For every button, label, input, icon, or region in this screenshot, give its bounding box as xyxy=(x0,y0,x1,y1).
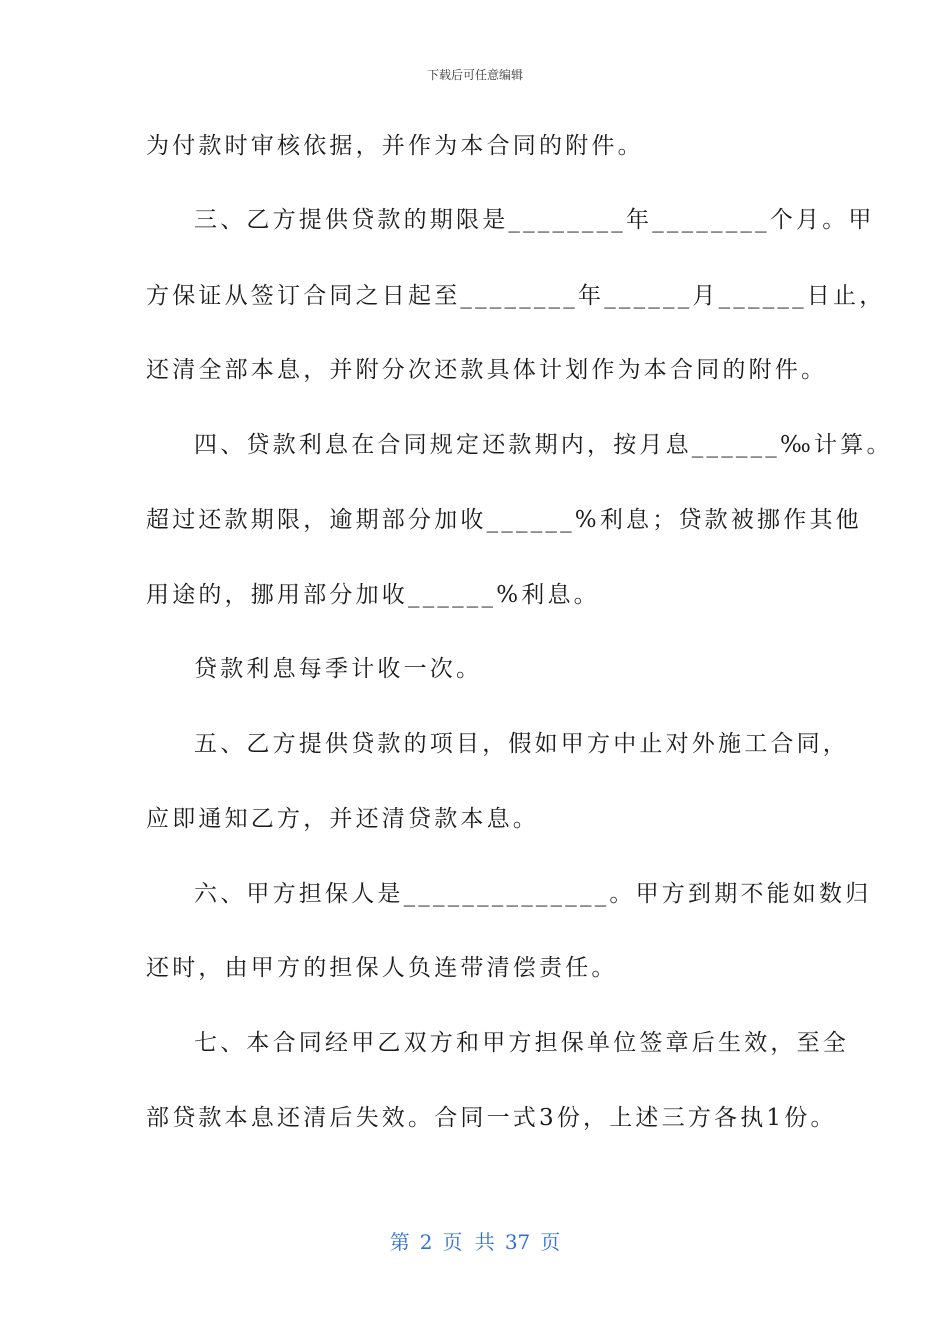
paragraph-line: 用途的，挪用部分加收______%利息。 xyxy=(146,582,600,608)
page-footer xyxy=(0,1226,950,1255)
paragraph-line: 应即通知乙方，并还清贷款本息。 xyxy=(146,806,539,832)
paragraph-line: 还时，由甲方的担保人负连带清偿责任。 xyxy=(146,955,618,981)
paragraph-line: 还清全部本息，并附分次还款具体计划作为本合同的附件。 xyxy=(146,357,828,383)
footer-total-pages: 37 xyxy=(504,1230,531,1254)
paragraph-line: 四、贷款利息在合同规定还款期内，按月息______‰计算。 xyxy=(194,432,893,458)
header-note: 下载后可任意编辑 xyxy=(426,68,523,82)
paragraph-line: 部贷款本息还清后失效。合同一式3份，上述三方各执1份。 xyxy=(146,1105,837,1131)
paragraph-line: 六、甲方担保人是______________。甲方到期不能如数归 xyxy=(194,881,872,907)
footer-page-number: 2 xyxy=(419,1230,433,1254)
paragraph-line: 为付款时审核依据，并作为本合同的附件。 xyxy=(146,133,644,159)
footer-prefix: 第 xyxy=(389,1230,410,1254)
paragraph-line: 超过还款期限，逾期部分加收______%利息；贷款被挪作其他 xyxy=(146,507,862,533)
paragraph-line: 方保证从签订合同之日起至________年______月______日止， xyxy=(146,283,886,309)
paragraph-line: 五、乙方提供贷款的项目，假如甲方中止对外施工合同， xyxy=(194,731,849,757)
paragraph-line: 贷款利息每季计收一次。 xyxy=(194,656,483,682)
footer-suffix: 页 xyxy=(540,1230,561,1254)
footer-middle: 页 共 xyxy=(442,1230,495,1254)
paragraph-line: 七、本合同经甲乙双方和甲方担保单位签章后生效，至全 xyxy=(194,1030,849,1056)
paragraph-line: 三、乙方提供贷款的期限是________年________个月。甲 xyxy=(194,207,875,233)
